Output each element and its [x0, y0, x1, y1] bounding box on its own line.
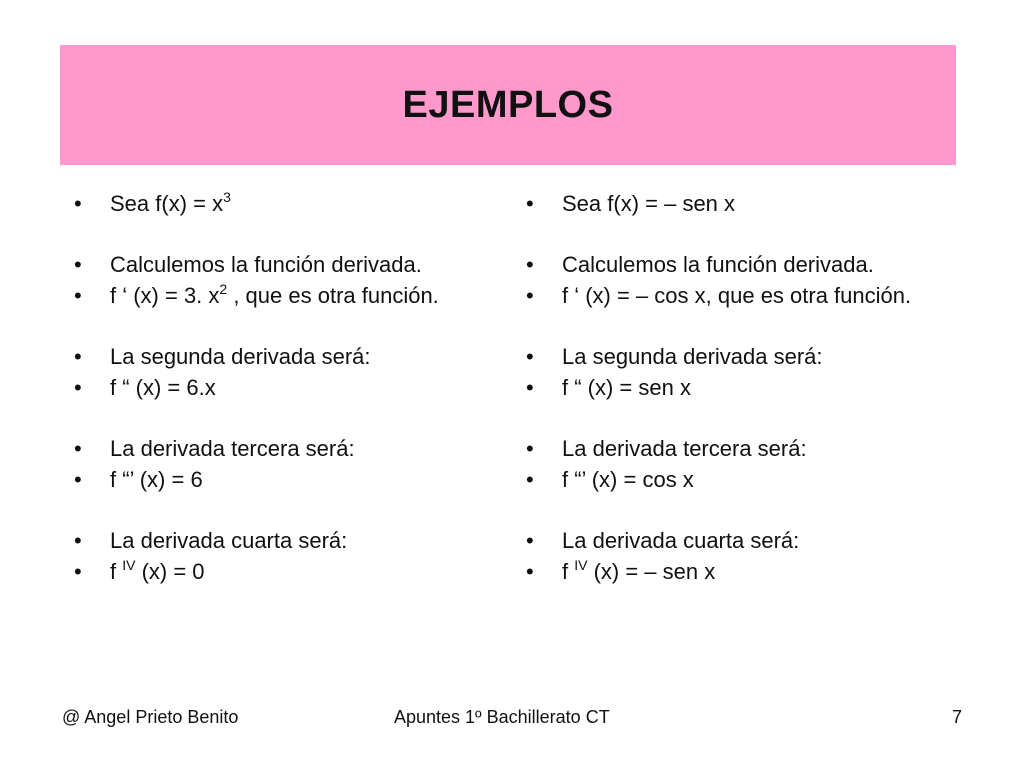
left-third-derivative-value: • f “’ (x) = 6	[66, 468, 496, 492]
left-first-derivative: • f ‘ (x) = 3. $x^2$ , que es otra función.	[66, 284, 496, 308]
right-third-derivative-value: • f “’ (x) = cos x	[518, 468, 948, 492]
footer-course: Apuntes 1º Bachillerato CT	[394, 707, 610, 727]
left-second-derivative-value: • f “ (x) = 6.x	[66, 376, 496, 400]
left-calc-derivative: • Calculemos la función derivada.	[66, 253, 496, 277]
right-column	[518, 192, 948, 584]
left-function-definition: • Sea $f(x) = x^3$	[66, 192, 496, 216]
footer-page-number: 7	[952, 707, 963, 727]
left-fourth-derivative-value: • f $^{IV}$ (x) = 0	[66, 560, 496, 584]
slide-title: EJEMPLOS	[402, 83, 614, 126]
right-second-derivative-label: • La segunda derivada será:	[518, 345, 948, 369]
left-fourth-derivative-label: • La derivada cuarta será:	[66, 529, 496, 553]
left-third-derivative-label: • La derivada tercera será:	[66, 437, 496, 461]
left-column	[66, 189, 496, 584]
right-third-derivative-label: • La derivada tercera será:	[518, 437, 948, 461]
right-first-derivative: • f ‘ (x) = – cos x, que es otra función.	[518, 284, 948, 308]
title-banner	[60, 45, 956, 165]
left-second-derivative-label: • La segunda derivada será:	[66, 345, 496, 369]
right-second-derivative-value: • f “ (x) = sen x	[518, 376, 948, 400]
right-fourth-derivative-label: • La derivada cuarta será:	[518, 529, 948, 553]
footer-author: @ Angel Prieto Benito	[62, 707, 239, 727]
right-fourth-derivative-value: • f $^{IV}$ (x) = – sen x	[518, 560, 948, 584]
right-function-definition: • Sea f(x) = – sen x	[518, 192, 948, 216]
right-calc-derivative: • Calculemos la función derivada.	[518, 253, 948, 277]
